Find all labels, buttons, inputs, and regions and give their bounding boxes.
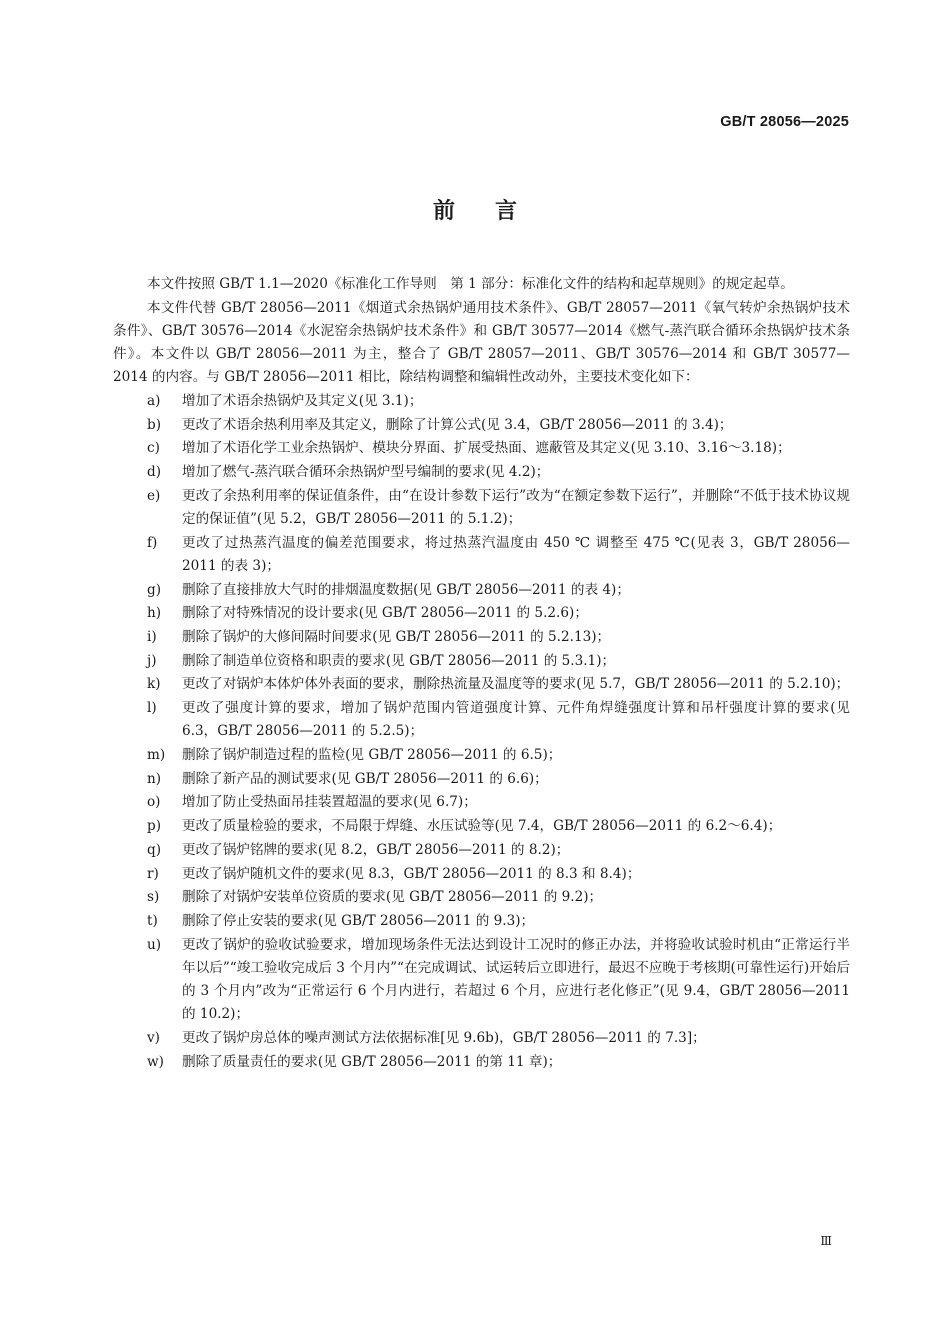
list-item-label: j) [147,652,157,669]
change-list [113,390,850,1074]
list-item-text: 更改了质量检验的要求，不局限于焊缝、水压试验等(见 7.4，GB/T 28056—2011 的 6.2～6.4)； [182,818,782,835]
list-item [113,815,850,838]
list-item-label: o) [147,794,161,811]
list-item [113,626,850,649]
list-item-text: 更改了过热蒸汽温度的偏差范围要求，将过热蒸汽温度由 450 ℃ 调整至 475 ℃(见表 3，GB/T 28056—2011 的表 3)； [182,534,850,574]
list-item [113,532,850,578]
page-title: 前言 [432,199,557,224]
list-item-text: 删除了停止安装的要求(见 GB/T 28056—2011 的 9.3)； [182,912,535,929]
list-item-text: 删除了质量责任的要求(见 GB/T 28056—2011 的第 11 章)； [182,1053,562,1070]
list-item-text: 更改了锅炉的验收试验要求，增加现场条件无法达到设计工况时的修正办法，并将验收试验时机由“正常运行半年以后”“竣工验收完成后 3 个月内”“在完成调试、试运转后立即进行，最迟不应晚于考核期(可靠性运行)开始后的 3 个月内”改为“正常运行 6 个月内进行，若超过 6 个月，应进行老化修正”(见 9.4，GB/T 28056—2011 的 10.2)； [182,936,850,1023]
list-item-label: t) [147,912,158,929]
list-item-text: 增加了燃气-蒸汽联合循环余热锅炉型号编制的要求(见 4.2)； [182,464,550,481]
list-item-label: c) [147,440,160,457]
list-item-label: d) [147,464,162,481]
list-item [113,791,850,814]
list-item-text: 更改了锅炉随机文件的要求(见 8.3，GB/T 28056—2011 的 8.3 和 8.4)； [182,865,641,882]
list-item-text: 增加了防止受热面吊挂装置超温的要求(见 6.7)； [182,794,477,811]
foreword-body [113,273,850,1074]
list-item-text: 更改了锅炉铭牌的要求(见 8.2，GB/T 28056—2011 的 8.2)； [182,841,570,858]
list-item [113,650,850,673]
list-item [113,886,850,909]
list-item-label: b) [147,416,162,433]
list-item-label: n) [147,770,162,787]
list-item-label: s) [147,889,160,906]
list-item-label: p) [147,818,162,835]
list-item-label: e) [147,487,161,504]
list-item-text: 更改了对锅炉本体炉体外表面的要求，删除热流量及温度等的要求(见 5.7，GB/T 28056—2011 的 5.2.10)； [182,676,850,693]
list-item-label: h) [147,605,162,622]
list-item-label: g) [147,581,162,598]
list-item [113,1051,850,1074]
list-item [113,602,850,625]
list-item [113,390,850,413]
list-item-text: 更改了术语余热利用率及其定义，删除了计算公式(见 3.4，GB/T 28056—2011 的 3.4)； [182,416,733,433]
page-number: Ⅲ [820,1234,832,1248]
list-item-text: 删除了新产品的测试要求(见 GB/T 28056—2011 的 6.6)； [182,770,548,787]
list-item [113,673,850,696]
list-item-text: 删除了锅炉制造过程的监检(见 GB/T 28056—2011 的 6.5)； [182,747,562,764]
list-item-label: a) [147,393,161,410]
list-item [113,744,850,767]
list-item-text: 删除了对特殊情况的设计要求(见 GB/T 28056—2011 的 5.2.6)； [182,605,588,622]
list-item-text: 更改了强度计算的要求，增加了锅炉范围内管道强度计算、元件角焊缝强度计算和吊杆强度计算的要求(见 6.3，GB/T 28056—2011 的 5.2.5)； [182,700,850,740]
list-item [113,863,850,886]
list-item-label: f) [147,534,158,551]
list-item [113,768,850,791]
list-item [113,414,850,437]
standard-code: GB/T 28056—2025 [720,114,849,130]
list-item [113,934,850,1027]
list-item-label: r) [147,865,159,882]
list-item-label: u) [147,936,162,953]
list-item-label: v) [147,1030,160,1046]
list-item [113,485,850,531]
list-item [113,697,850,743]
list-item-label: k) [147,676,161,693]
list-item-text: 删除了锅炉的大修间隔时间要求(见 GB/T 28056—2011 的 5.2.13)； [182,629,611,646]
list-item [113,461,850,484]
list-item [113,579,850,602]
list-item [113,1027,850,1050]
paragraph: 本文件按照 GB/T 1.1—2020《标准化工作导则 第 1 部分：标准化文件的结构和起草规则》的规定起草。 [147,276,794,292]
list-item-label: l) [147,700,157,717]
list-item-text: 增加了术语化学工业余热锅炉、模块分界面、扩展受热面、遮蔽管及其定义(见 3.10、3.16～3.18)； [182,440,791,457]
list-item [113,437,850,460]
list-item-label: i) [147,629,157,646]
paragraph: 本文件代替 GB/T 28056—2011《烟道式余热锅炉通用技术条件》、GB/T 28057—2011《氧气转炉余热锅炉技术条件》、GB/T 30576—2014《水泥窑余热锅炉技术条件》和 GB/T 30577—2014《燃气-蒸汽联合循环余热锅炉技术条件》。本文件以 GB/T 28056—2011 为主，整合了 GB/T 28057—2011、GB/T 30576—2014 和 GB/T 30577—2014 的内容。与 GB/T 28056—2011 相比，除结构调整和编辑性改动外，主要技术变化如下： [113,299,850,386]
list-item-text: 删除了直接排放大气时的排烟温度数据(见 GB/T 28056—2011 的表 4)； [182,581,630,598]
list-item-label: q) [147,841,162,858]
list-item-text: 删除了制造单位资格和职责的要求(见 GB/T 28056—2011 的 5.3.1)； [182,652,616,669]
list-item [113,839,850,862]
list-item-text: 更改了余热利用率的保证值条件，由“在设计参数下运行”改为“在额定参数下运行”，并删除“不低于技术协议规定的保证值”(见 5.2，GB/T 28056—2011 的 5.1.2)； [182,487,850,528]
list-item [113,910,850,933]
list-item-text: 更改了锅炉房总体的噪声测试方法依据标准[见 9.6b)，GB/T 28056—2011 的 7.3]； [182,1030,706,1046]
list-item-label: m) [147,747,166,764]
list-item-text: 增加了术语余热锅炉及其定义(见 3.1)； [182,393,423,410]
list-item-label: w) [147,1053,164,1070]
list-item-text: 删除了对锅炉安装单位资质的要求(见 GB/T 28056—2011 的 9.2)； [182,889,603,906]
